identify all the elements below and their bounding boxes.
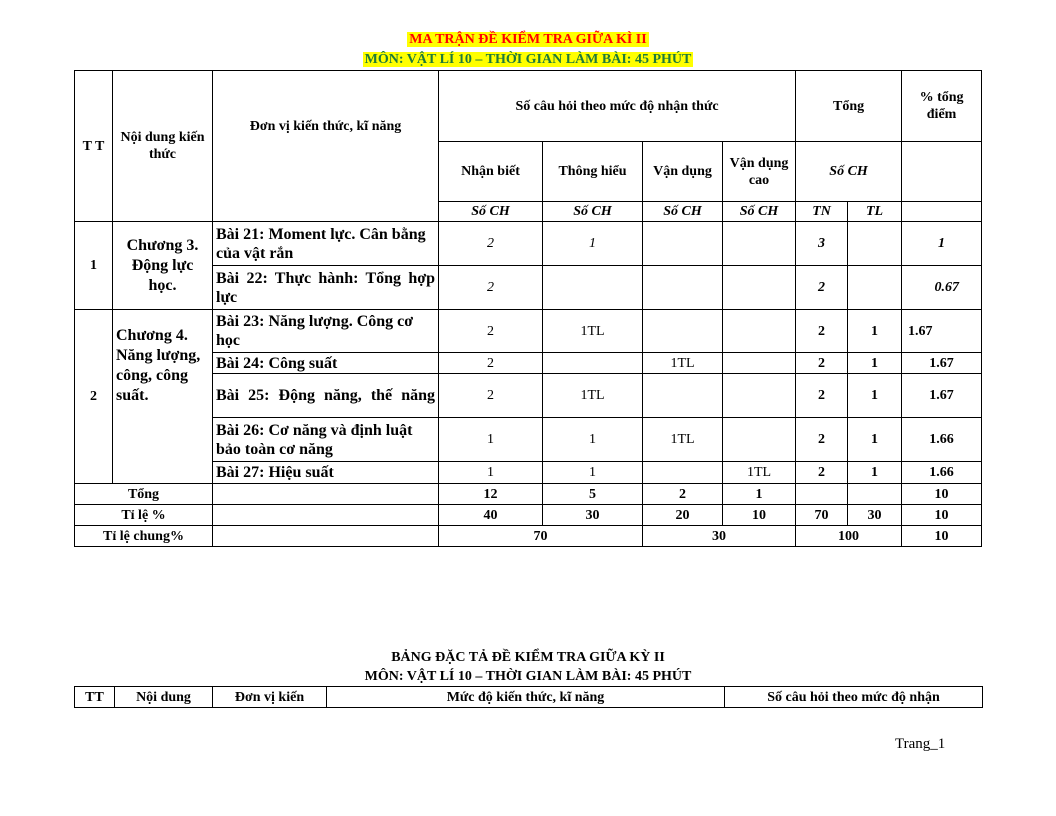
spec-head-level: Mức độ kiến thức, kĩ năng <box>327 687 725 708</box>
row-lesson: Bài 24: Công suất <box>213 353 439 374</box>
general-label: Tỉ lệ chung% <box>75 526 213 547</box>
ratio-vdc: 10 <box>723 505 796 526</box>
cell-vdc <box>723 310 796 353</box>
cell-tl: 1 <box>848 374 902 418</box>
cell-vdc <box>723 418 796 462</box>
general-c: 100 <box>796 526 902 547</box>
cell-vd <box>643 266 723 310</box>
head-soch-vd: Số CH <box>643 202 723 222</box>
spec-head-count: Số câu hỏi theo mức độ nhận <box>725 687 983 708</box>
head-tn: TN <box>796 202 848 222</box>
totals-tl <box>848 484 902 505</box>
cell-pct: 1.66 <box>902 418 982 462</box>
head-tt: T T <box>75 71 113 222</box>
cell-vd <box>643 222 723 266</box>
cell-tl <box>848 266 902 310</box>
cell-vd <box>643 374 723 418</box>
row-tt: 1 <box>75 222 113 310</box>
page-number: Trang_1 <box>895 736 946 752</box>
row-tt: 2 <box>75 310 113 484</box>
cell-th: 1 <box>543 222 643 266</box>
cell-pct: 0.67 <box>902 266 982 310</box>
cell-pct: 1 <box>902 222 982 266</box>
head-tl: TL <box>848 202 902 222</box>
ratio-th: 30 <box>543 505 643 526</box>
head-unit: Đơn vị kiến thức, kĩ năng <box>213 71 439 222</box>
head-nb: Nhận biết <box>439 142 543 202</box>
head-percent: % tổng điểm <box>902 71 982 142</box>
cell-th: 1 <box>543 462 643 484</box>
cell-pct: 1.66 <box>902 462 982 484</box>
cell-nb: 2 <box>439 374 543 418</box>
cell-vd: 1TL <box>643 353 723 374</box>
row-chapter: Chương 3. Động lực học. <box>113 222 213 310</box>
head-soch-th: Số CH <box>543 202 643 222</box>
spec-head-unit: Đơn vị kiến <box>213 687 327 708</box>
row-lesson: Bài 26: Cơ năng và định luật bảo toàn cơ năng <box>213 418 439 462</box>
ratio-label: Tỉ lệ % <box>75 505 213 526</box>
ratio-tn: 70 <box>796 505 848 526</box>
cell-tl <box>848 222 902 266</box>
head-total: Tổng <box>796 71 902 142</box>
cell-tn: 2 <box>796 418 848 462</box>
cell-tl: 1 <box>848 353 902 374</box>
cell-vdc <box>723 222 796 266</box>
row-lesson: Bài 22: Thực hành: Tổng hợp lực <box>213 266 439 310</box>
head-soch-nb: Số CH <box>439 202 543 222</box>
head-soch-vdc: Số CH <box>723 202 796 222</box>
cell-th: 1 <box>543 418 643 462</box>
matrix-title: MA TRẬN ĐỀ KIỂM TRA GIỮA KÌ II <box>409 32 647 47</box>
head-content: Nội dung kiến thức <box>113 71 213 222</box>
ratio-blank <box>213 505 439 526</box>
general-blank <box>213 526 439 547</box>
general-b: 30 <box>643 526 796 547</box>
totals-row <box>75 484 982 505</box>
totals-vdc: 1 <box>723 484 796 505</box>
cell-vdc: 1TL <box>723 462 796 484</box>
totals-tn <box>796 484 848 505</box>
totals-nb: 12 <box>439 484 543 505</box>
cell-pct: 1.67 <box>902 353 982 374</box>
totals-vd: 2 <box>643 484 723 505</box>
cell-nb: 1 <box>439 462 543 484</box>
cell-vd <box>643 462 723 484</box>
cell-th: 1TL <box>543 374 643 418</box>
spec-head-content: Nội dung <box>115 687 213 708</box>
cell-vdc <box>723 266 796 310</box>
row-chapter: Chương 4. Năng lượng, công, công suất. <box>113 310 213 484</box>
head-vd: Vận dụng <box>643 142 723 202</box>
totals-label: Tổng <box>75 484 213 505</box>
cell-nb: 2 <box>439 222 543 266</box>
cell-th: 1TL <box>543 310 643 353</box>
head-total-soch: Số CH <box>796 142 902 202</box>
cell-nb: 2 <box>439 310 543 353</box>
cell-tn: 2 <box>796 462 848 484</box>
spec-table <box>74 686 983 708</box>
totals-pct: 10 <box>902 484 982 505</box>
cell-vdc <box>723 353 796 374</box>
table-row <box>75 222 982 266</box>
ratio-nb: 40 <box>439 505 543 526</box>
cell-nb: 1 <box>439 418 543 462</box>
spec-head-tt: TT <box>75 687 115 708</box>
totals-blank <box>213 484 439 505</box>
head-levels: Số câu hỏi theo mức độ nhận thức <box>439 71 796 142</box>
table-row <box>75 310 982 353</box>
cell-tl: 1 <box>848 462 902 484</box>
cell-vd <box>643 310 723 353</box>
head-percent-blank <box>902 142 982 202</box>
totals-th: 5 <box>543 484 643 505</box>
cell-tn: 2 <box>796 374 848 418</box>
cell-tn: 2 <box>796 353 848 374</box>
head-blank <box>902 202 982 222</box>
general-a: 70 <box>439 526 643 547</box>
row-lesson: Bài 25: Động năng, thế năng <box>213 374 439 418</box>
cell-tn: 2 <box>796 310 848 353</box>
cell-tn: 3 <box>796 222 848 266</box>
head-vdc: Vận dụng cao <box>723 142 796 202</box>
matrix-subtitle: MÔN: VẬT LÍ 10 – THỜI GIAN LÀM BÀI: 45 PHÚT <box>364 52 692 67</box>
general-row <box>75 526 982 547</box>
row-lesson: Bài 27: Hiệu suất <box>213 462 439 484</box>
spec-title: BẢNG ĐẶC TẢ ĐỀ KIỂM TRA GIỮA KỲ II <box>391 650 665 665</box>
cell-nb: 2 <box>439 353 543 374</box>
cell-tl: 1 <box>848 418 902 462</box>
cell-tl: 1 <box>848 310 902 353</box>
cell-th <box>543 266 643 310</box>
row-lesson: Bài 21: Moment lực. Cân bằng của vật rắn <box>213 222 439 266</box>
cell-nb: 2 <box>439 266 543 310</box>
row-lesson: Bài 23: Năng lượng. Công cơ học <box>213 310 439 353</box>
ratio-tl: 30 <box>848 505 902 526</box>
ratio-row <box>75 505 982 526</box>
ratio-vd: 20 <box>643 505 723 526</box>
general-pct: 10 <box>902 526 982 547</box>
cell-pct: 1.67 <box>902 374 982 418</box>
cell-vdc <box>723 374 796 418</box>
ratio-pct: 10 <box>902 505 982 526</box>
cell-vd: 1TL <box>643 418 723 462</box>
cell-pct: 1.67 <box>902 310 982 353</box>
matrix-table <box>74 70 982 547</box>
cell-th <box>543 353 643 374</box>
spec-subtitle: MÔN: VẬT LÍ 10 – THỜI GIAN LÀM BÀI: 45 PHÚT <box>364 669 692 684</box>
cell-tn: 2 <box>796 266 848 310</box>
head-th: Thông hiểu <box>543 142 643 202</box>
